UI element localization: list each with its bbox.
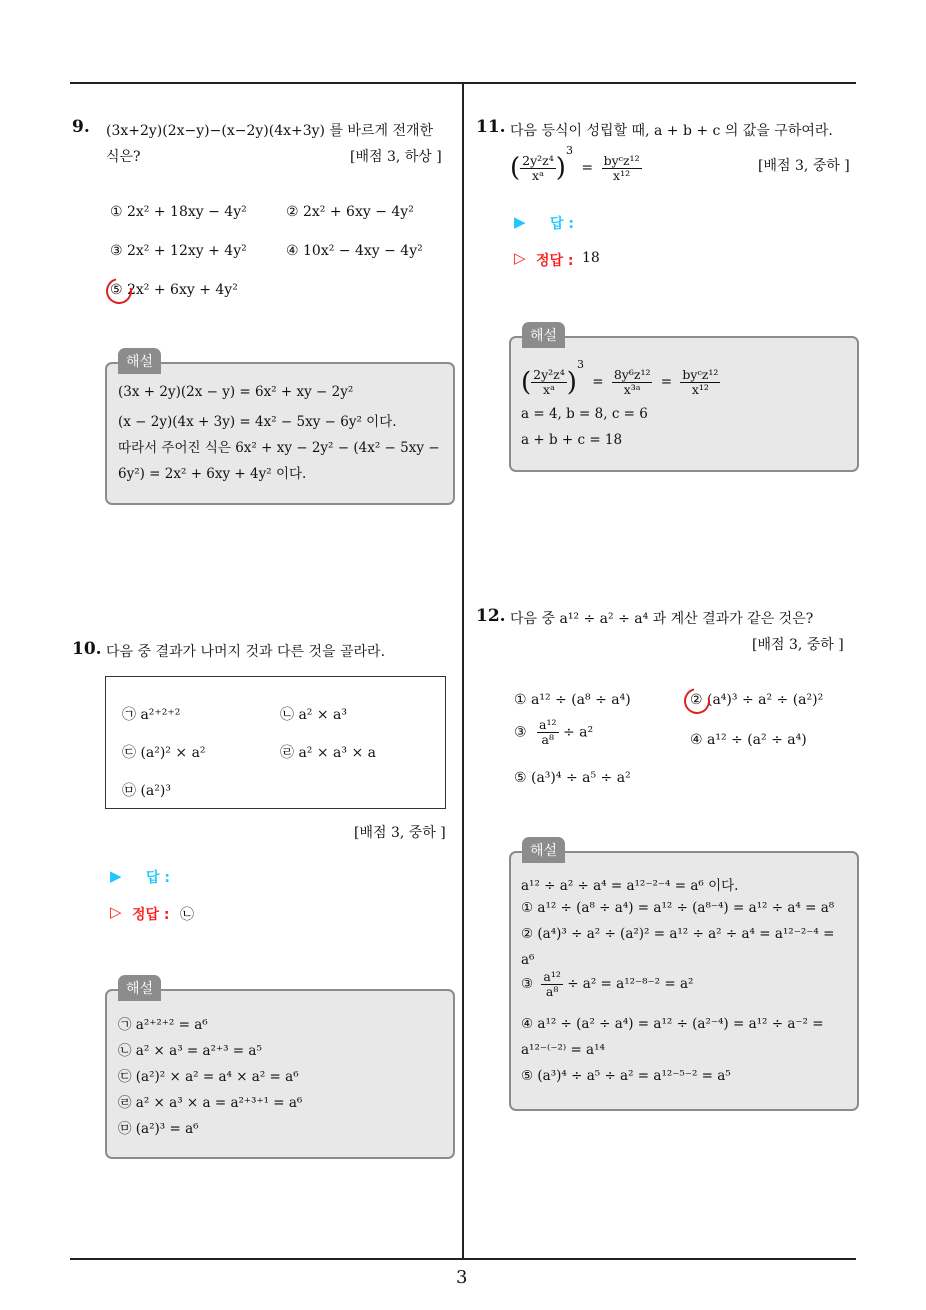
q11-eq-rhs-numerator: byᶜz¹² xyxy=(603,152,640,168)
q12-choice3-rest: ÷ a² xyxy=(562,724,594,741)
page-number: 3 xyxy=(456,1267,468,1288)
q10-text: 다음 중 결과가 나머지 것과 다른 것을 골라라. xyxy=(106,644,386,660)
q11-eq-equals: = xyxy=(581,160,594,176)
q9-solution-line: 6y²) = 2x² + 6xy + 4y² 이다. xyxy=(118,466,307,482)
q12-choice3-prefix: ③ xyxy=(514,724,527,741)
q10-solution-line: ㉡ a² × a³ = a²⁺³ = a⁵ xyxy=(118,1043,262,1059)
q10-solution-line: ㉣ a² × a³ × a = a²⁺³⁺¹ = a⁶ xyxy=(118,1095,303,1111)
q9-solution-line: 따라서 주어진 식은 6x² + xy − 2y² − (4x² − 5xy − xyxy=(118,440,440,456)
q11-text: 다음 등식이 성립할 때, a + b + c 의 값을 구하여라. xyxy=(510,123,833,139)
q9-text-line2: 식은? xyxy=(106,149,141,165)
q11-sol-equals: = xyxy=(592,374,604,390)
q11-answer-label: 답 : xyxy=(550,216,574,232)
q12-solution-line: ⑤ (a³)⁴ ÷ a⁵ ÷ a² = a¹²⁻⁵⁻² = a⁵ xyxy=(521,1068,731,1084)
q10-box-item: ㉢ (a²)² × a² xyxy=(122,745,206,761)
q11-solution-box xyxy=(509,336,859,472)
q11-solution-line: a + b + c = 18 xyxy=(521,432,623,448)
q12-solution-line: ① a¹² ÷ (a⁸ ÷ a⁴) = a¹² ÷ (a⁸⁻⁴) = a¹² ÷ a⁴ = a⁸ xyxy=(521,900,835,916)
q9-meta: [배점 3, 하상 ] xyxy=(350,149,442,165)
q11-solution-tab: 해설 xyxy=(522,322,565,348)
q12-solution-line-3 xyxy=(521,970,693,999)
q11-solution-equation: ( $\frac{\text{2y²z⁴}}{\text{xᵃ}}$ )$^3$ = $\frac{\text{8y⁶z¹²}}{\text{x³ᵃ}}$ = $\frac{\text{byᶜz¹²}}{\text{x¹²}}$ xyxy=(521,358,719,398)
q12-text: 다음 중 a¹² ÷ a² ÷ a⁴ 과 계산 결과가 같은 것은? xyxy=(510,611,814,627)
q9-choice-4[interactable]: ④ 10x² − 4xy − 4y² xyxy=(286,243,423,259)
q12-solution-line: ④ a¹² ÷ (a² ÷ a⁴) = a¹² ÷ (a²⁻⁴) = a¹² ÷ a⁻² = xyxy=(521,1016,824,1032)
q11-sol-lhs-numerator: 2y²z⁴ xyxy=(533,367,565,382)
q12-choice-5[interactable]: ⑤ (a³)⁴ ÷ a⁵ ÷ a² xyxy=(514,770,631,786)
q11-correct-arrow-icon: ▷ xyxy=(514,249,526,267)
q10-solution-line: ㉢ (a²)² × a² = a⁴ × a² = a⁶ xyxy=(118,1069,299,1085)
q12-solution-line: a¹² ÷ a² ÷ a⁴ = a¹²⁻²⁻⁴ = a⁶ 이다. xyxy=(521,878,739,894)
q11-sol-power: 3 xyxy=(576,358,584,371)
q12-sol3-prefix: ③ xyxy=(521,976,534,992)
q10-solution-line: ㉤ (a²)³ = a⁶ xyxy=(118,1121,199,1137)
q11-sol-rhs-numerator: byᶜz¹² xyxy=(682,367,719,382)
q12-solution-tab: 해설 xyxy=(522,837,565,863)
q9-choice-2[interactable]: ② 2x² + 6xy − 4y² xyxy=(286,204,414,220)
q10-box-item: ㉡ a² × a³ xyxy=(280,707,347,723)
q11-sol-lhs-denominator: xᵃ xyxy=(543,382,555,397)
q12-choice-1[interactable]: ① a¹² ÷ (a⁸ ÷ a⁴) xyxy=(514,692,631,708)
q10-number: 10. xyxy=(72,639,102,659)
q10-box-item: ㉤ (a²)³ xyxy=(122,783,171,799)
q12-solution-line: a⁶ xyxy=(521,952,535,968)
column-divider xyxy=(462,82,464,1258)
q10-answer-arrow-icon: ▶ xyxy=(110,867,122,885)
q11-number: 11. xyxy=(476,117,506,137)
q10-correct-value: ㉡ xyxy=(180,907,194,923)
q9-choice-1[interactable]: ① 2x² + 18xy − 4y² xyxy=(110,204,247,220)
q12-choice-3[interactable] xyxy=(514,718,593,747)
q10-correct-arrow-icon: ▷ xyxy=(110,903,122,921)
q11-eq-lhs-denominator: xᵃ xyxy=(532,167,544,183)
q11-correct-label: 정답 : xyxy=(536,253,574,269)
q9-number: 9. xyxy=(72,117,90,137)
q10-solution-tab: 해설 xyxy=(118,975,161,1001)
q12-meta: [배점 3, 중하 ] xyxy=(752,637,844,653)
q12-choice3-denominator: a⁸ xyxy=(541,732,554,747)
q12-choice-2[interactable]: ② (a⁴)³ ÷ a² ÷ (a²)² xyxy=(690,692,824,708)
q12-choice-4[interactable]: ④ a¹² ÷ (a² ÷ a⁴) xyxy=(690,732,807,748)
q12-sol3-rest: ÷ a² = a¹²⁻⁸⁻² = a² xyxy=(567,976,694,992)
q12-choice3-numerator: a¹² xyxy=(539,717,557,732)
q11-eq-power: 3 xyxy=(565,144,573,157)
q9-solution-line: (3x + 2y)(2x − y) = 6x² + xy − 2y² xyxy=(118,384,354,400)
q9-choice-3[interactable]: ③ 2x² + 12xy + 4y² xyxy=(110,243,247,259)
q11-sol-equals-2: = xyxy=(660,374,673,390)
q11-sol-mid-denominator: x³ᵃ xyxy=(623,382,641,397)
q9-answer-circle-mark xyxy=(101,273,137,309)
q11-answer-arrow-icon: ▶ xyxy=(514,213,526,231)
q12-solution-line: a¹²⁻⁽⁻²⁾ = a¹⁴ xyxy=(521,1042,605,1058)
q10-box-item: ㉠ a²⁺²⁺² xyxy=(122,707,181,723)
q9-solution-line: (x − 2y)(4x + 3y) = 4x² − 5xy − 6y² 이다. xyxy=(118,414,397,430)
q11-eq-lhs-numerator: 2y²z⁴ xyxy=(522,152,554,168)
q11-equation: ( $\frac{\text{2y²z⁴}}{\text{xᵃ}}$ )$^3$ = $\frac{\text{byᶜz¹²}}{\text{x¹²}}$ xyxy=(510,144,640,183)
q10-box-item: ㉣ a² × a³ × a xyxy=(280,745,376,761)
q12-answer-circle-mark xyxy=(679,683,715,719)
q11-sol-rhs-denominator: x¹² xyxy=(691,382,709,397)
q10-answer-label: 답 : xyxy=(146,870,170,886)
q12-number: 12. xyxy=(476,606,506,626)
q12-sol3-denominator: a⁸ xyxy=(545,984,559,999)
q9-solution-tab: 해설 xyxy=(118,348,161,374)
q10-solution-line: ㉠ a²⁺²⁺² = a⁶ xyxy=(118,1017,208,1033)
q11-correct-value: 18 xyxy=(582,250,600,266)
q12-solution-line: ② (a⁴)³ ÷ a² ÷ (a²)² = a¹² ÷ a² ÷ a⁴ = a¹²⁻²⁻⁴ = xyxy=(521,926,835,942)
q12-sol3-numerator: a¹² xyxy=(543,969,561,984)
q10-correct-label: 정답 : xyxy=(132,907,170,923)
q11-eq-rhs-denominator: x¹² xyxy=(613,167,631,183)
q11-sol-mid-numerator: 8y⁶z¹² xyxy=(613,367,651,382)
bottom-rule xyxy=(70,1258,856,1260)
q11-meta: [배점 3, 중하 ] xyxy=(758,158,850,174)
q10-meta: [배점 3, 중하 ] xyxy=(354,825,446,841)
q9-choice-5[interactable]: ⑤ 2x² + 6xy + 4y² xyxy=(110,282,238,298)
q9-text-line1: (3x+2y)(2x−y)−(x−2y)(4x+3y) 를 바르게 전개한 xyxy=(106,123,434,139)
q11-solution-line: a = 4, b = 8, c = 6 xyxy=(521,406,648,422)
